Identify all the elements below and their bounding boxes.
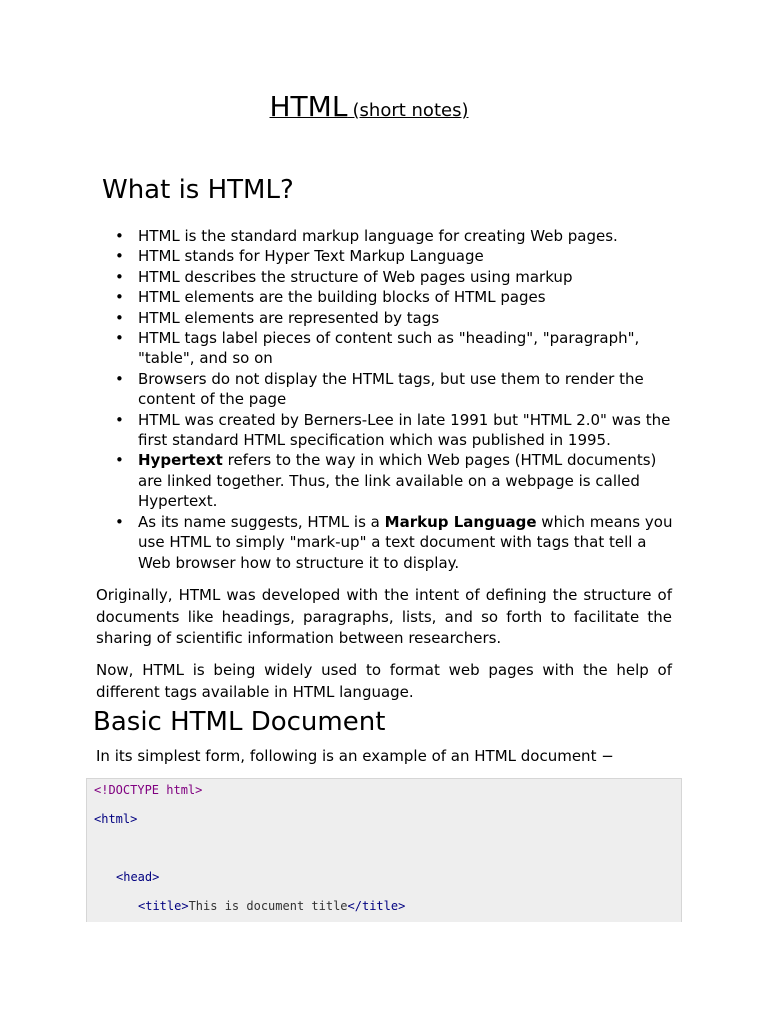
list-item xyxy=(138,369,678,410)
list-item xyxy=(138,308,678,328)
intro-text: In its simplest form, following is an example of an HTML document − xyxy=(96,747,614,765)
list-item-markup-language xyxy=(138,512,678,573)
code-line-html-open: <html> xyxy=(94,812,138,826)
page-title-subtitle: (short notes) xyxy=(352,100,469,121)
code-line-title xyxy=(138,899,405,913)
list-item-text: HTML was created by Berners-Lee in late 1991 but "HTML 2.0" was the first standard HTML specification which was published in 1995. xyxy=(138,410,671,450)
page-title-main: HTML xyxy=(269,90,348,123)
list-item xyxy=(138,410,678,451)
list-item-text: HTML elements are represented by tags xyxy=(138,308,440,327)
section-heading-what-is-html: What is HTML? xyxy=(102,175,294,205)
code-title-text: This is document title xyxy=(188,899,348,913)
paragraph-now: Now, HTML is being widely used to format web pages with the help of different tags available in HTML language. xyxy=(96,661,672,701)
list-item-text: Browsers do not display the HTML tags, but use them to render the content of the page xyxy=(138,369,644,409)
page-title xyxy=(0,90,738,123)
list-item-text: As its name suggests, HTML is a xyxy=(138,512,385,531)
list-item-text: HTML is the standard markup language for creating Web pages. xyxy=(138,227,618,245)
bullet-list xyxy=(138,226,678,573)
code-line-doctype: <!DOCTYPE html> xyxy=(94,783,203,797)
bold-term-markup-language: Markup Language xyxy=(384,512,537,531)
code-title-open-tag: <title> xyxy=(138,899,189,913)
list-item xyxy=(138,328,678,369)
bold-term-hypertext: Hypertext xyxy=(138,451,223,470)
list-item-text: HTML elements are the building blocks of HTML pages xyxy=(138,288,546,307)
list-item xyxy=(138,246,678,266)
section-heading-basic-html-document: Basic HTML Document xyxy=(93,707,386,737)
list-item-text: HTML describes the structure of Web pages using markup xyxy=(138,267,573,286)
list-item xyxy=(138,226,678,246)
list-item-text: HTML tags label pieces of content such as "heading", "paragraph", "table", and so on xyxy=(138,329,640,368)
list-item-text: HTML stands for Hyper Text Markup Language xyxy=(138,247,484,266)
code-block xyxy=(86,778,682,922)
list-item-text: refers to the way in which Web pages (HTML documents) are linked together. Thus, the link available on a webpage is called Hypertext. xyxy=(138,451,657,511)
paragraph-originally: Originally, HTML was developed with the intent of defining the structure of documents like headings, paragraphs, lists, and so forth to facilitate the sharing of scientific information between researchers. xyxy=(96,586,672,647)
code-title-close-tag: </title> xyxy=(347,899,406,913)
list-item-hypertext xyxy=(138,450,678,511)
list-item xyxy=(138,287,678,307)
list-item-text: which means you use HTML to simply "mark-up" a text document with tags that tell a Web browser how to structure it to display. xyxy=(138,512,673,572)
code-line-head-open: <head> xyxy=(116,870,160,884)
list-item xyxy=(138,267,678,287)
